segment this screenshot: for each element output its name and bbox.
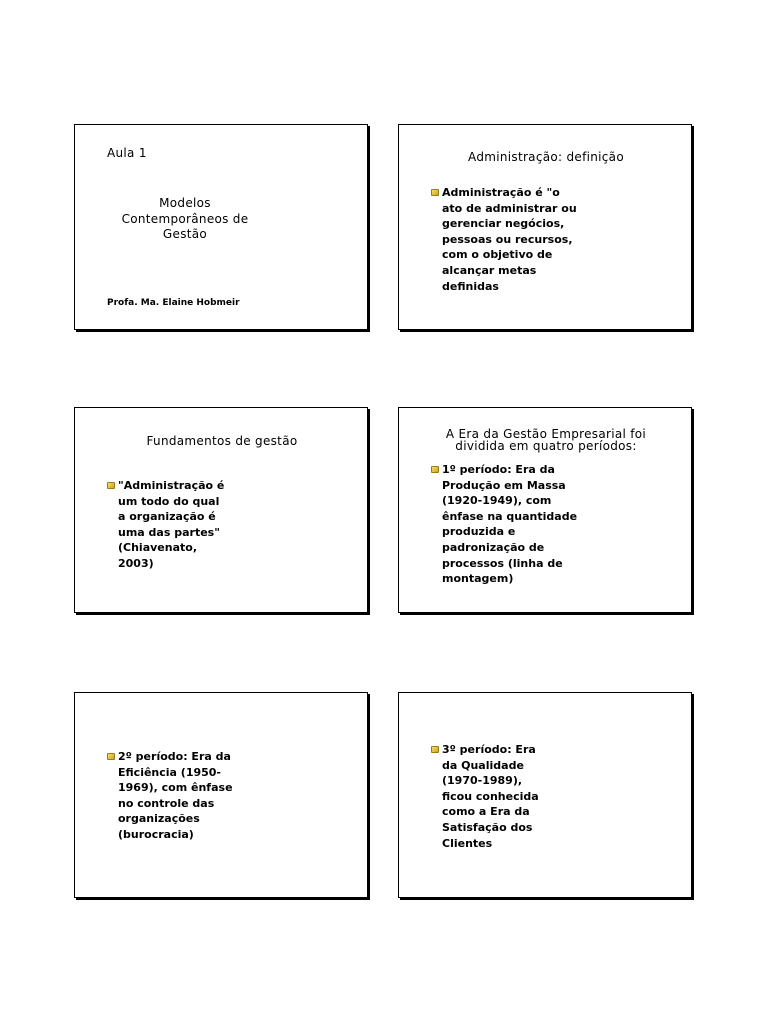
slide-2-bullet — [431, 185, 577, 294]
lesson-label: Aula 1 — [107, 146, 147, 160]
bullet-icon — [431, 189, 439, 196]
slide-3-bullet — [107, 478, 224, 572]
slide-2-bullet-text: Administração é "o ato de administrar ou gerenciar negócios, pessoas ou recursos, com o objetivo de alcançar metas definidas — [442, 186, 577, 293]
slide-5 — [74, 692, 368, 898]
slide-1 — [74, 124, 368, 330]
slide-3-bullet-text: "Administração é um todo do qual a organização é uma das partes" (Chiavenato, 2003) — [118, 479, 225, 570]
slide-6 — [398, 692, 692, 898]
slide-4-bullet — [431, 462, 577, 587]
slide-5-bullet-text: 2º período: Era da Eficiência (1950- 1969), com ênfase no controle das organizações (burocracia) — [118, 750, 233, 841]
bullet-icon — [431, 746, 439, 753]
slide-3 — [74, 407, 368, 613]
slide-6-bullet — [431, 742, 539, 851]
author: Profa. Ma. Elaine Hobmeir — [107, 298, 240, 308]
slide-1-title: Modelos Contemporâneos de Gestão — [121, 196, 249, 241]
slide-2-title: Administração: definição — [468, 150, 624, 164]
slide-6-bullet-text: 3º período: Era da Qualidade (1970-1989), ficou conhecida como a Era da Satisfação dos Clientes — [442, 743, 539, 850]
slide-3-title: Fundamentos de gestão — [146, 434, 298, 448]
bullet-icon — [107, 753, 115, 760]
slide-4-title: A Era da Gestão Empresarial foi dividida em quatro períodos: — [445, 427, 647, 453]
slide-4-bullet-text: 1º período: Era da Produção em Massa (1920-1949), com ênfase na quantidade produzida e padronização de processos (linha de montagem) — [442, 463, 578, 586]
slide-4 — [398, 407, 692, 613]
slide-2 — [398, 124, 692, 330]
bullet-icon — [107, 482, 115, 489]
bullet-icon — [431, 466, 439, 473]
slide-5-bullet — [107, 749, 233, 843]
